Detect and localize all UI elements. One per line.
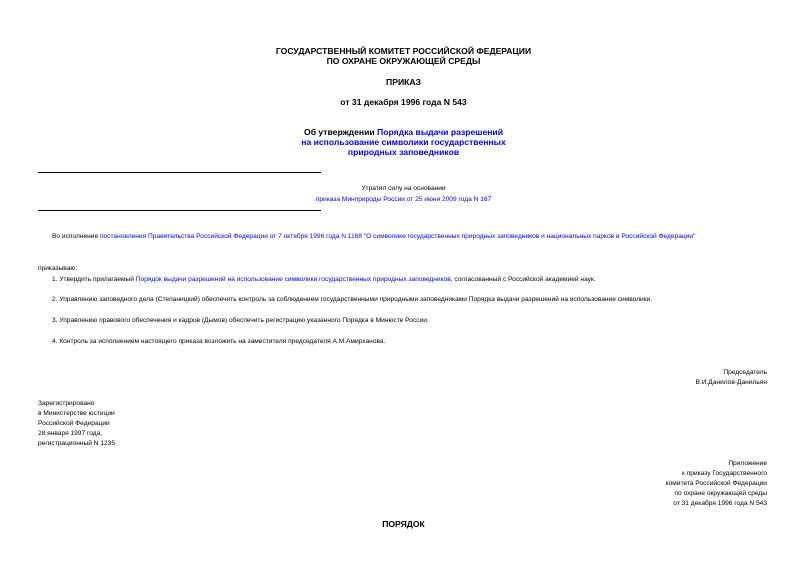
- appendix-line5: от 31 декабря 1996 года N 543: [673, 500, 767, 507]
- order-item-1: [52, 275, 596, 284]
- title-link-part3[interactable]: природных заповедников: [347, 147, 460, 157]
- notice-text: Утратил силу на основании: [361, 185, 446, 192]
- preamble-prefix: Во исполнение: [52, 233, 100, 240]
- signature-name: В.И.Данилов-Данильян: [695, 379, 767, 386]
- appendix-line1: Приложение: [728, 460, 767, 467]
- appendix-line3: комитета Российской Федерации: [665, 480, 767, 487]
- appendix-line4: по охране окружающей среды: [674, 490, 767, 497]
- signature-role: Председатель: [723, 369, 767, 376]
- title-link-part1[interactable]: Порядка выдачи разрешений: [377, 127, 503, 137]
- order-item-4: 4. Контроль за исполнением настоящего приказа возложить на заместителя председателя А.М.Амирханова.: [52, 338, 386, 345]
- order-item-2: 2. Управлению заповедного дела (Степаницкий) обеспечить контроль за соблюдением государственными природными заповедниками Порядка выдачи разрешений на использование символики.: [52, 296, 653, 303]
- committee-name-line2: ПО ОХРАНЕ ОКРУЖАЮЩЕЙ СРЕДЫ: [326, 56, 481, 66]
- notice-link[interactable]: приказа Минприроды России от 25 июня 2009 года N 167: [315, 196, 492, 203]
- title-link-part2[interactable]: на использование символики государственных: [301, 137, 506, 147]
- registration-line2: в Министерстве юстиции: [38, 410, 115, 417]
- document-type: ПРИКАЗ: [386, 77, 421, 87]
- committee-name-line1: ГОСУДАРСТВЕННЫЙ КОМИТЕТ РОССИЙСКОЙ ФЕДЕРАЦИИ: [275, 46, 532, 56]
- registration-line4: 28 января 1997 года,: [38, 430, 103, 437]
- registration-line3: Российской Федерации: [38, 420, 110, 427]
- appendix-line2: к приказу Государственного: [682, 470, 767, 477]
- notice-bottom-rule: [38, 210, 321, 211]
- preamble-link[interactable]: постановления Правительства Российской Федерации от 7 октября 1996 года N 1168 "О символике государственных природных заповедников и национальных парков в Российской Федерации": [99, 233, 696, 240]
- order-item-3: 3. Управлению правового обеспечения и кадров (Дымов) обеспечить регистрацию указанного Порядка в Минюсте России.: [52, 317, 429, 324]
- item1-prefix: 1. Утвердить прилагаемый: [52, 276, 136, 283]
- order-word: приказываю:: [38, 265, 78, 272]
- procedure-heading: ПОРЯДОК: [382, 519, 425, 529]
- title-prefix: Об утверждении: [304, 127, 378, 137]
- item1-link[interactable]: Порядок выдачи разрешений на использование символики государственных природных заповедников: [135, 276, 451, 283]
- notice-top-rule: [38, 172, 321, 173]
- document-date-number: от 31 декабря 1996 года N 543: [340, 97, 467, 107]
- registration-line1: Зарегистрировано: [38, 400, 95, 407]
- preamble: [52, 232, 695, 241]
- item1-suffix: , согласованный с Российской академией наук.: [450, 276, 596, 283]
- document-title-line1: [0, 127, 807, 137]
- registration-line5: регистрационный N 1235: [38, 440, 116, 447]
